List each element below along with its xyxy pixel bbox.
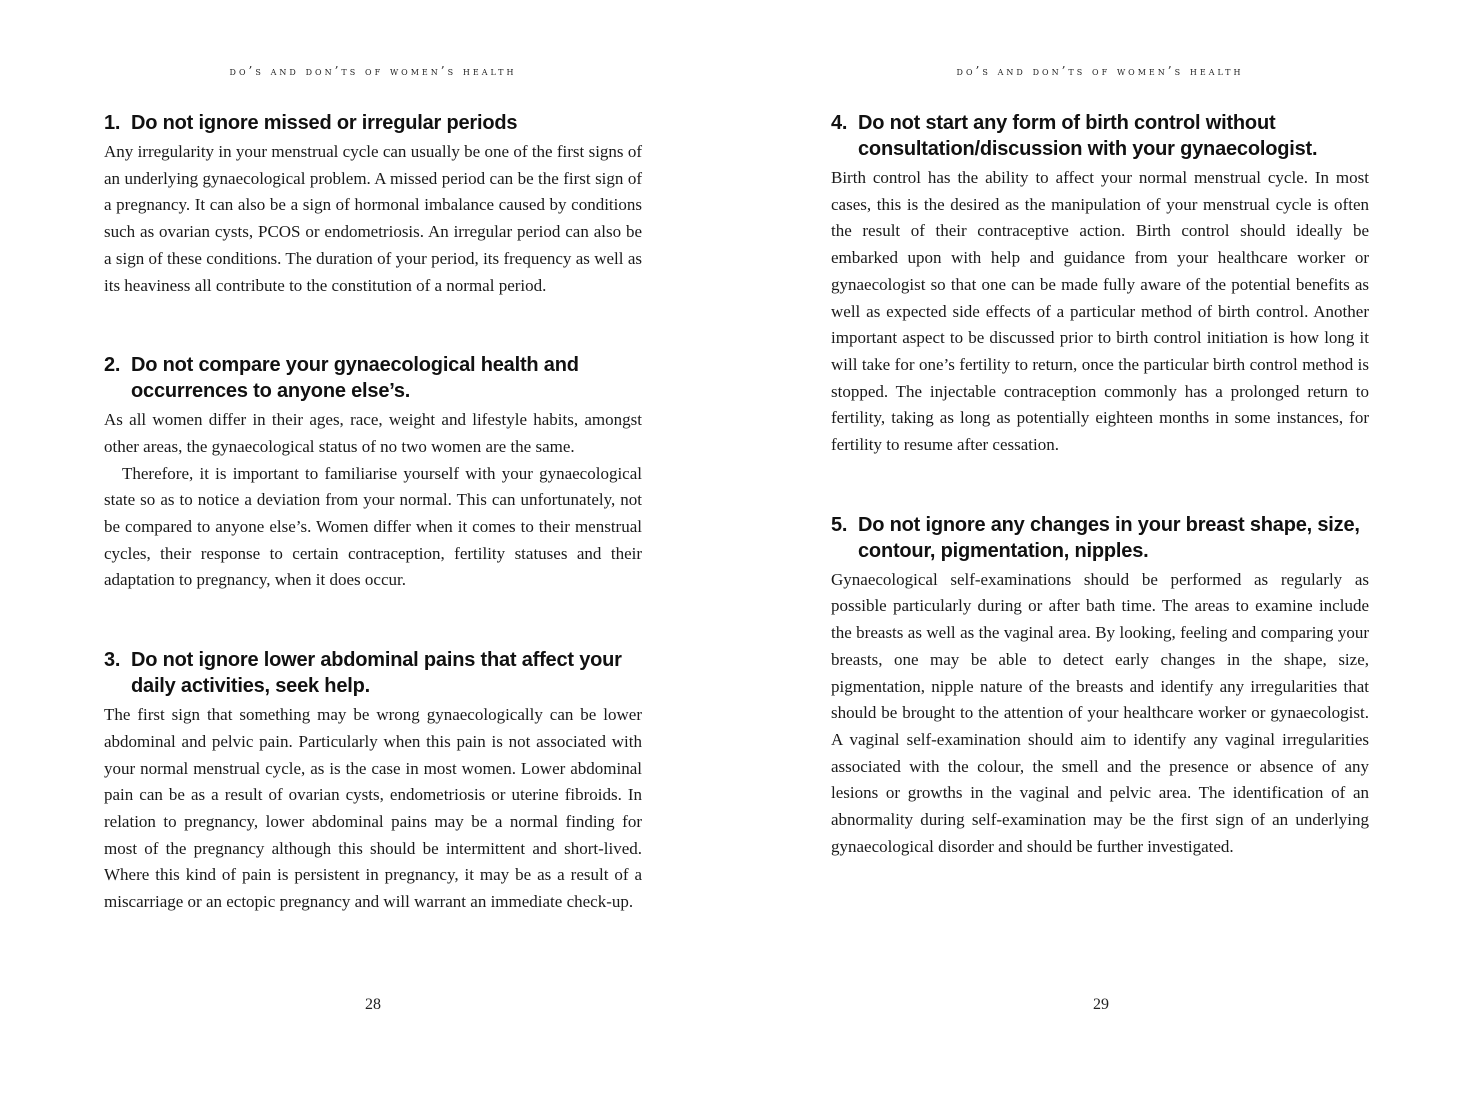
page-number: 28 [365, 996, 381, 1013]
paragraph: Therefore, it is important to familiarise yourself with your gynaecological state so as to notice a deviation from your normal. This can unfortunately, not be compared to anyone else’s. Women differ when it comes to their menstrual cycles, their response to certain contraception, fertility statuses and their adaptation to pregnancy, when it does occur. [104, 463, 642, 590]
section-1 [104, 110, 642, 299]
paragraph: Gynaecological self-examinations should be performed as regularly as possible particularly during or after bath time. The areas to examine include the breasts as well as the vaginal area. By looking, feeling and comparing your breasts, one may be able to detect early changes in the shape, size, pigmentation, nipple nature of the breasts and identify any irregularities that should be brought to the attention of your healthcare worker or gynaecologist. A vaginal self-examination should aim to identify any vaginal irregularities associated with the colour, the smell and the presence or absence of any lesions or growths in the vaginal and pelvic area. The identification of an abnormality during self-examination may be the first sign of an underlying gynaecological disorder and should be further investigated. [831, 569, 1369, 856]
section-number: 2. [104, 354, 121, 377]
paragraph: As all women differ in their ages, race, weight and lifestyle habits, amongst other areas, the gynaecological status of no two women are the same. [104, 410, 642, 456]
section-heading [104, 352, 642, 404]
right-page [737, 0, 1474, 1106]
section-title: Do not ignore any changes in your breast shape, size, contour, pigmentation, nipples. [858, 513, 1360, 562]
section-2 [104, 352, 642, 594]
section-heading [831, 512, 1369, 564]
paragraph: Any irregularity in your menstrual cycle can usually be one of the first signs of an underlying gynaecological problem. A missed period can be the first sign of a pregnancy. It can also be a sign of hormonal imbalance caused by conditions such as ovarian cysts, PCOS or endometriosis. An irregular period can also be a sign of these conditions. The duration of your period, its frequency as well as its heaviness all contribute to the constitution of a normal period. [104, 142, 642, 295]
paragraph: The first sign that something may be wrong gynaecologically can be lower abdominal and pelvic pain. Particularly when this pain is not associated with your normal menstrual cycle, as is the case in most women. Lower abdominal pain can be as a result of ovarian cysts, endometriosis or uterine fibroids. In relation to pregnancy, lower abdominal pains may be a normal finding for most of the pregnancy although this should be intermittent and short-lived. Where this kind of pain is persistent in pregnancy, it may be as a result of a miscarriage or an ectopic pregnancy and will warrant an immediate check-up. [104, 705, 642, 912]
section-title: Do not compare your gynaecological health and occurrences to anyone else’s. [131, 354, 579, 403]
section-title: Do not ignore lower abdominal pains that affect your daily activities, seek help. [131, 649, 622, 698]
running-head: do’s and don’ts of women’s health [229, 64, 517, 78]
left-text-block [104, 110, 642, 916]
section-number: 5. [831, 513, 848, 536]
right-text-block [831, 110, 1369, 860]
section-4 [831, 110, 1369, 459]
page-number: 29 [1093, 996, 1109, 1013]
running-head: do’s and don’ts of women’s health [956, 64, 1244, 78]
section-5 [831, 512, 1369, 861]
section-number: 3. [104, 649, 121, 672]
section-3 [104, 647, 642, 916]
section-number: 1. [104, 112, 121, 134]
section-number: 4. [831, 112, 848, 134]
section-heading [104, 647, 642, 699]
section-title: Do not start any form of birth control without consultation/discussion with your gynaecologist. [858, 112, 1318, 160]
section-title: Do not ignore missed or irregular periods [131, 112, 518, 134]
section-heading [831, 110, 1369, 162]
section-heading [104, 110, 642, 136]
paragraph: Birth control has the ability to affect your normal menstrual cycle. In most cases, this is the desired as the manipulation of your menstrual cycle is often the result of their contraceptive action. Birth control should ideally be embarked upon with help and guidance from your healthcare worker or gynaecologist so that one can be made fully aware of the potential benefits as well as expected side effects of a particular method of birth control. Another important aspect to be discussed prior to birth control initiation is how long it will take for one’s fertility to return, once the particular birth control method is stopped. The injectable contraception commonly has a prolonged return to fertility, taking as long as potentially eighteen months in some instances, for fertility to resume after cessation. [831, 168, 1369, 455]
